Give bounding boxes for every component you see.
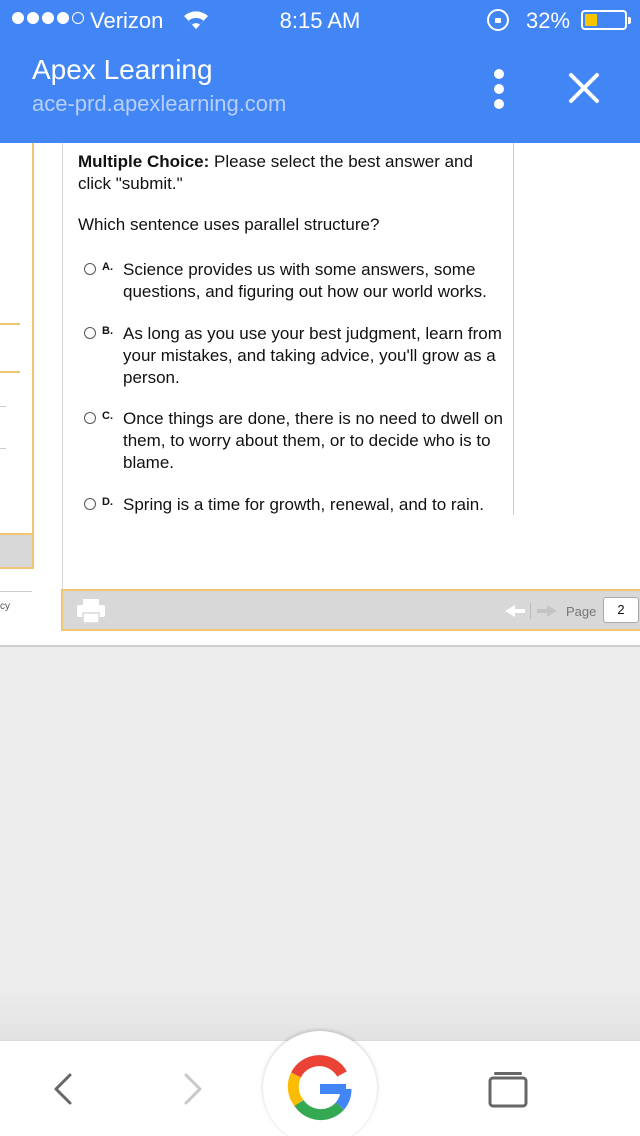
status-bar bbox=[0, 0, 640, 40]
browser-chrome bbox=[0, 0, 640, 143]
page-label: Page bbox=[566, 604, 597, 619]
battery-icon bbox=[581, 10, 627, 30]
choice-letter: B. bbox=[102, 325, 113, 337]
status-time: 8:15 AM bbox=[279, 8, 361, 33]
radio-button[interactable] bbox=[84, 263, 96, 275]
web-content bbox=[0, 143, 640, 645]
choice-text: Once things are done, there is no need to dwell on them, to worry about them, or to decide who is to blame. bbox=[123, 409, 503, 472]
choice-text: As long as you use your best judgment, learn from your mistakes, and taking advice, you'll grow as a person. bbox=[123, 324, 502, 387]
instruction-text: Please select the best answer and click "submit." bbox=[78, 152, 473, 193]
google-logo-icon bbox=[263, 1031, 377, 1136]
radio-button[interactable] bbox=[84, 327, 96, 339]
choice-text: Science provides us with some answers, some questions, and figuring out how our world works. bbox=[123, 260, 487, 301]
page-url: ace-prd.apexlearning.com bbox=[32, 91, 287, 116]
left-sidebar bbox=[0, 143, 34, 568]
overflow-menu-icon[interactable] bbox=[487, 69, 511, 109]
question-prompt: Which sentence uses parallel structure? bbox=[78, 215, 380, 234]
back-arrow-icon[interactable] bbox=[48, 1072, 78, 1106]
choice-letter: C. bbox=[102, 410, 113, 422]
question-instructions bbox=[78, 151, 508, 195]
page-title: Apex Learning bbox=[32, 54, 213, 85]
close-icon[interactable] bbox=[566, 70, 602, 106]
carrier-name: Verizon bbox=[90, 8, 164, 33]
activity-toolbar bbox=[61, 589, 640, 631]
rotation-lock-icon bbox=[487, 9, 509, 31]
tabs-switcher-icon[interactable] bbox=[486, 1070, 530, 1108]
choice-letter: D. bbox=[102, 496, 113, 508]
previous-page-icon bbox=[505, 605, 525, 617]
choice-text: Spring is a time for growth, renewal, and to rain. bbox=[123, 495, 484, 514]
page-number-input[interactable]: 2 bbox=[603, 597, 639, 623]
radio-button[interactable] bbox=[84, 412, 96, 424]
choice-letter: A. bbox=[102, 261, 113, 273]
sidebar-tab[interactable] bbox=[0, 533, 34, 569]
battery-percent: 32% bbox=[526, 8, 571, 33]
next-page-icon bbox=[537, 605, 557, 617]
google-search-button[interactable] bbox=[263, 1031, 377, 1136]
page-bottom-edge bbox=[0, 645, 640, 647]
sidebar-footer-divider bbox=[0, 591, 32, 592]
instruction-type: Multiple Choice: bbox=[78, 152, 210, 171]
print-icon[interactable] bbox=[77, 599, 105, 623]
forward-arrow-icon[interactable] bbox=[178, 1072, 208, 1106]
page-nav-arrows[interactable] bbox=[503, 603, 559, 619]
sidebar-footer-text[interactable]: cy bbox=[0, 601, 10, 612]
radio-button[interactable] bbox=[84, 498, 96, 510]
